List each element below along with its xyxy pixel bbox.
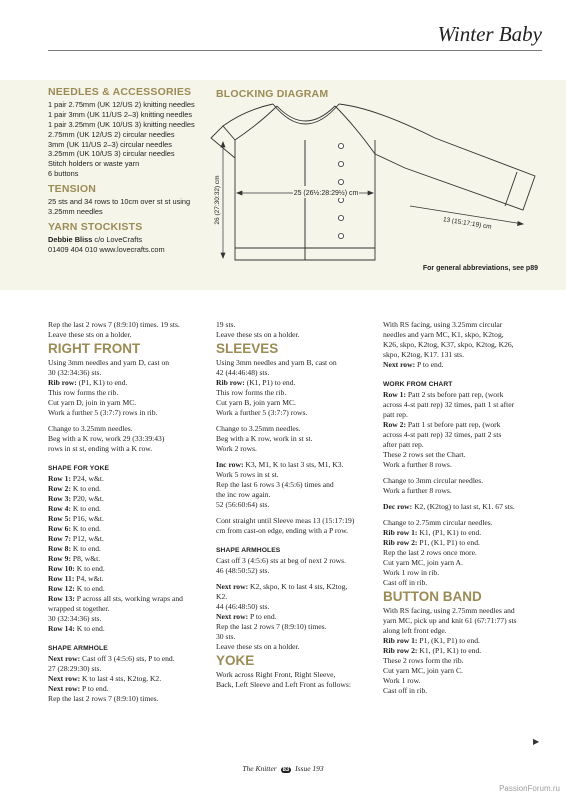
row-label: Next row: [383,360,416,369]
text-line: Beg with a K row, work in st st. [216,434,313,443]
pattern-row [383,420,543,430]
pattern-row [48,474,206,484]
supplier-name: Debbie Bliss [48,234,93,244]
row-text: K2, skpo, K to last 4 sts, K2tog, [248,582,348,591]
tension-line: 25 sts and 34 rows to 10cm over st st using [48,197,191,207]
row-text: P to end. [415,360,444,369]
text-line: Change to 2.75mm circular needles. [383,518,493,527]
row-text: K to end. [71,484,101,493]
pattern-row [48,484,206,494]
text-line: the inc row again. [216,490,271,499]
page-number: 83 [282,767,290,773]
text-line: Work 5 rows in st st. [216,470,279,479]
text-line: Work 1 row. [383,676,421,685]
needles-list [48,100,208,179]
header-divider [48,50,542,51]
pattern-row [48,584,206,594]
row-label: Rib row 1: [383,528,418,537]
tension-heading: TENSION [48,183,97,196]
sleeve-label: 13 (15:17:19) cm [442,216,493,231]
section-heading-yoke: YOKE [216,653,255,668]
text-line: Cut yarn MC, join yarn A. [383,558,463,567]
text-line: This row forms the rib. [216,388,287,397]
row-text: K to end. [74,584,105,593]
text-line: across 4-st patt rep) 32 times, patt 2 sts [383,430,502,439]
text-line: cm from cast-on edge, ending with a P row. [216,526,349,535]
page-title: Winter Baby [437,22,542,46]
text-line: Using 3mm needles and yarn B, cast on [216,358,337,367]
text-line: Rep the last 2 rows 7 (8:9:10) times. [216,622,327,631]
pattern-row [216,582,374,592]
text-line: 30 (32:34:36) sts. [48,614,102,623]
row-label: Rib row 2: [383,538,418,547]
magazine-name: The Knitter [242,764,277,773]
pattern-row [48,594,206,604]
section-heading-right-front: RIGHT FRONT [48,341,141,356]
width-label: 25 (26½:28:29½) cm [293,190,359,197]
row-label: Rib row 1: [383,636,418,645]
text-line: 30 (32:34:36) sts. [48,368,102,377]
row-label: Row 3: [48,494,71,503]
row-label: Rib row 2: [383,646,418,655]
needle-item: 1 pair 2.75mm (UK 12/US 2) knitting needles [48,99,195,109]
text-line: Cast off in rib. [383,578,428,587]
rib-row [216,378,374,388]
row-text: K to end. [74,564,105,573]
diagram-heading: BLOCKING DIAGRAM [216,88,329,100]
text-line: Work a further 8 rows. [383,486,452,495]
row-label: Next row: [216,612,249,621]
pattern-row [383,390,543,400]
pattern-row [48,514,206,524]
text-line: Work a further 8 rows. [383,460,452,469]
text-line: Work a further 5 (3:7:7) rows. [216,408,308,417]
text-line: across 4-st patt rep) 32 times, patt 1 st after [383,400,515,409]
text-line: Back, Left Sleeve and Left Front as follows: [216,680,351,689]
text-line: skpo, K2tog, K17. 131 sts. [383,350,465,359]
row-text: Cast off 3 (4:5:6) sts, P to end. [80,654,175,663]
pattern-row [48,534,206,544]
row-label: Row 5: [48,514,71,523]
pattern-row [48,524,206,534]
neckline [277,106,335,121]
text-line: Cut yarn B, join yarn MC. [216,398,296,407]
row-label: Row 14: [48,624,75,633]
text-line: after patt rep. [383,440,424,449]
row-text: K to last 4 sts, K2tog, K2. [80,674,162,683]
row-text: K to end. [74,624,105,633]
text-line: 46 (48:50:52) sts. [216,566,270,575]
row-label: Row 13: [48,594,75,603]
row-label: Row 8: [48,544,71,553]
pattern-row [48,494,206,504]
pattern-row [216,612,374,622]
row-label: Row 6: [48,524,71,533]
text-line: Leave these sts on a holder. [216,330,300,339]
row-label: Row 2: [48,484,71,493]
row-label: Row 12: [48,584,75,593]
pattern-row [383,528,543,538]
watermark: PassionForum.ru [499,784,560,793]
yarn-heading: YARN STOCKISTS [48,220,143,233]
text-line: rows in st st, ending with a K row. [48,444,153,453]
yarn-supplier [48,235,208,245]
text-line: Change to 3.25mm needles. [48,424,133,433]
text-line: K2. [216,592,228,601]
row-text: (P1, K1) to end. [76,378,128,387]
row-text: Patt 2 sts before patt rep, (work [406,390,504,399]
row-label: Rib row: [48,378,77,387]
subheading-shape-armhole: SHAPE ARMHOLE [48,645,108,652]
pattern-row [383,360,543,370]
row-text: Patt 1 st before patt rep, (work [406,420,501,429]
row-label: Dec row: [383,502,413,511]
text-line: Rep the last 6 rows 3 (4:5:6) times and [216,480,334,489]
pattern-row [383,636,543,646]
row-text: P across all sts, working wraps and [74,594,183,603]
triangle-right-icon: ▶ [533,737,540,746]
row-text: P1, (K1, P1) to end. [417,538,480,547]
column-right-front [48,320,206,704]
row-label: Row 1: [48,474,71,483]
column-yoke-chart [383,320,543,696]
text-line: With RS facing, using 2.75mm needles and [383,606,515,615]
row-text: P to end. [80,684,109,693]
text-line: Cast off 3 (4:5:6) sts at beg of next 2 rows. [216,556,346,565]
pattern-row [48,574,206,584]
subheading-shape-armholes: SHAPE ARMHOLES [216,547,281,554]
text-line: needles and yarn MC, K1, skpo, K2tog, [383,330,504,339]
yarn-text [48,235,208,255]
text-line: patt rep. [383,410,408,419]
abbreviations-note: For general abbreviations, see p89 [422,265,538,272]
row-label: Next row: [216,582,249,591]
text-line: Beg with a K row, work 29 (33:39:43) [48,434,165,443]
text-line: 44 (46:48:50) sts. [216,602,270,611]
row-text: (K1, P1) to end. [244,378,296,387]
pattern-row [383,502,543,512]
row-label: Row 9: [48,554,71,563]
tension-line: 3.25mm needles [48,206,103,216]
text-line: Using 3mm needles and yarn D, cast on [48,358,170,367]
text-line: Change to 3mm circular needles. [383,476,484,485]
row-label: Row 10: [48,564,75,573]
text-line: Cut yarn D, join in yarn MC. [48,398,137,407]
text-line: Rep the last 2 rows 7 (8:9:10) times. [48,694,159,703]
text-line: 42 (44:46:48) sts. [216,368,270,377]
row-label: Next row: [48,684,81,693]
left-shoulder [223,104,273,140]
pattern-row [48,564,206,574]
needle-item: 6 buttons [48,169,79,179]
needle-item: 2.75mm (UK 12/US 2) circular needles [48,129,175,139]
row-text: K1, (P1, K1) to end. [417,528,482,537]
text-line: Rep the last 2 rows 7 (8:9:10) times. 19 sts. [48,320,180,329]
text-line: K26, skpo, K2tog, K37, skpo, K2tog, K26, [383,340,514,349]
row-label: Rib row: [216,378,245,387]
text-line: Leave these sts on a holder. [216,642,300,651]
text-line: Work 2 rows. [216,444,257,453]
pattern-row [48,674,206,684]
text-line: This row forms the rib. [48,388,119,397]
row-text: K2, (K2tog) to last st, K1. 67 sts. [412,502,515,511]
text-line: wrapped st together. [48,604,110,613]
row-text: K1, (P1, K1) to end. [417,646,482,655]
pattern-row [48,504,206,514]
tension-text [48,197,208,217]
text-line: yarn MC, pick up and knit 61 (67:71:77) sts [383,616,517,625]
pattern-row [383,538,543,548]
row-text: K to end. [71,524,101,533]
blocking-diagram [205,98,550,268]
text-line: Cont straight until Sleeve meas 13 (15:17:19) [216,516,355,525]
text-line: Rep the last 2 rows once more. [383,548,477,557]
row-text: P8, w&t. [71,554,101,563]
supplier-suffix: c/o LoveCrafts [92,234,143,244]
text-line: along left front edge. [383,626,447,635]
needle-item: 3.25mm (UK 10/US 3) circular needles [48,149,175,159]
row-text: P20, w&t. [71,494,104,503]
pattern-row [48,624,206,634]
row-text: P16, w&t. [71,514,104,523]
page-footer [0,764,566,773]
row-text: P4, w&t. [74,574,104,583]
text-line: With RS facing, using 3.25mm circular [383,320,503,329]
length-label: 26 (27:30:32) cm [214,175,221,225]
text-line: Work 1 row in rib. [383,568,440,577]
pattern-row [48,654,206,664]
rib-row [48,378,206,388]
row-text: P1, (K1, P1) to end. [417,636,480,645]
needle-item: 3mm (UK 11/US 2–3) circular needles [48,139,172,149]
yarn-contact: 01409 404 010 www.lovecrafts.com [48,244,165,254]
text-line: 52 (56:60:64) sts. [216,500,270,509]
subheading-work-from-chart: WORK FROM CHART [383,381,453,388]
row-label: Row 7: [48,534,71,543]
text-line: 27 (28:29:30) sts. [48,664,102,673]
text-line: Work across Right Front, Right Sleeve, [216,670,336,679]
row-text: P to end. [248,612,277,621]
row-text: K to end. [71,544,101,553]
needles-heading: NEEDLES & ACCESSORIES [48,86,192,98]
row-text: P24, w&t. [71,474,104,483]
needle-item: 1 pair 3mm (UK 11/US 2–3) knitting needles [48,109,193,119]
text-line: Work a further 5 (3:7:7) rows in rib. [48,408,158,417]
row-label: Row 11: [48,574,75,583]
row-text: P12, w&t. [71,534,104,543]
section-heading-sleeves: SLEEVES [216,341,279,356]
text-line: These 2 rows set the Chart. [383,450,466,459]
text-line: Cast off in rib. [383,686,428,695]
column-sleeves [216,320,374,690]
pattern-row [383,646,543,656]
text-line: 30 sts. [216,632,236,641]
row-label: Next row: [48,674,81,683]
text-line: These 2 rows form the rib. [383,656,464,665]
row-label: Row 2: [383,420,406,429]
needle-item: Stitch holders or waste yarn [48,159,140,169]
issue-number: Issue 193 [295,764,324,773]
text-line: Change to 3.25mm needles. [216,424,301,433]
row-label: Inc row: [216,460,244,469]
pattern-row [216,460,374,470]
text-line: 19 sts. [216,320,236,329]
materials-section [48,88,208,261]
pattern-row [48,554,206,564]
row-text: K3, M1, K to last 3 sts, M1, K3. [243,460,344,469]
row-text: K to end. [71,504,101,513]
row-label: Next row: [48,654,81,663]
text-line: Cut yarn MC, join yarn C. [383,666,463,675]
pattern-row [48,684,206,694]
row-label: Row 4: [48,504,71,513]
subheading-shape-yoke: SHAPE FOR YOKE [48,465,110,472]
row-label: Row 1: [383,390,406,399]
text-line: Leave these sts on a holder. [48,330,132,339]
section-heading-button-band: BUTTON BAND [383,589,482,604]
needle-item: 1 pair 3.25mm (UK 10/US 3) knitting needles [48,119,195,129]
pattern-row [48,544,206,554]
